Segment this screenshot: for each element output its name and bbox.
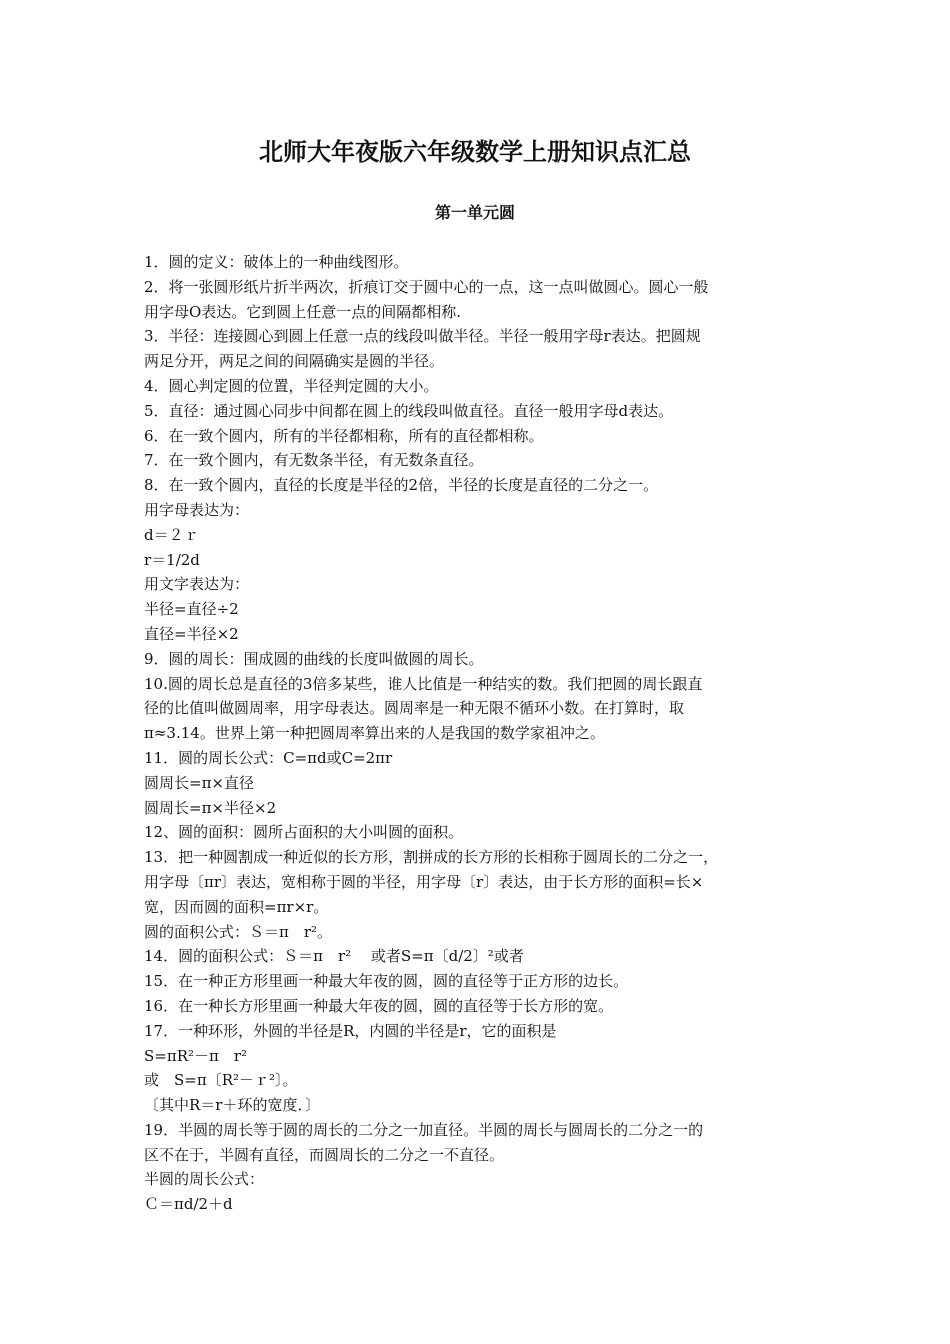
- text-line: r＝1/2d: [144, 550, 200, 569]
- text-line: 6．在一致个圆内，所有的半径都相称，所有的直径都相称。: [144, 426, 544, 445]
- text-line: S=πR²－π r²: [144, 1046, 248, 1065]
- document-title: 北师大年夜版六年级数学上册知识点汇总: [259, 138, 691, 166]
- text-line: 14．圆的面积公式：Ｓ＝π r² 或者S=π〔d/2〕²或者: [144, 947, 524, 966]
- text-line: 圆周长=π×半径×2: [144, 798, 277, 817]
- text-line: 径的比值叫做圆周率，用字母表达。圆周率是一种无限不循环小数。在打算时，取: [144, 699, 685, 718]
- text-line: 5．直径：通过圆心同步中间都在圆上的线段叫做直径。直径一般用字母d表达。: [144, 401, 674, 420]
- text-line: d＝２ｒ: [144, 525, 199, 544]
- section-title: 第一单元圆: [434, 203, 515, 222]
- text-line: 17．一种环形，外圆的半径是R，内圆的半径是r，它的面积是: [144, 1021, 557, 1040]
- text-line: 19．半圆的周长等于圆的周长的二分之一加直径。半圆的周长与圆周长的二分之一的: [144, 1120, 704, 1139]
- text-line: 半圆的周长公式：: [144, 1170, 265, 1189]
- text-line: 11．圆的周长公式：C=πd或C=2πr: [144, 748, 393, 767]
- text-line: 圆的面积公式：Ｓ＝π r²。: [144, 922, 333, 941]
- text-line: 3．半径：连接圆心到圆上任意一点的线段叫做半径。半径一般用字母r表达。把圆规: [144, 327, 701, 346]
- text-line: 用字母O表达。它到圆上任意一点的间隔都相称.: [144, 302, 462, 321]
- text-line: 10.圆的周长总是直径的3倍多某些，谁人比值是一种结实的数。我们把圆的周长跟直: [144, 674, 703, 693]
- text-line: 宽，因而圆的面积=πr×r。: [144, 897, 329, 916]
- text-line: 4．圆心判定圆的位置，半径判定圆的大小。: [144, 376, 439, 395]
- text-line: 9．圆的周长：围成圆的曲线的长度叫做圆的周长。: [144, 649, 484, 668]
- text-line: 直径=半径×2: [144, 624, 239, 643]
- text-line: 13．把一种圆割成一种近似的长方形，割拼成的长方形的长相称于圆周长的二分之一，: [144, 848, 719, 867]
- text-line: Ｃ＝πd/2＋d: [144, 1195, 233, 1214]
- text-line: 两足分开，两足之间的间隔确实是圆的半径。: [144, 352, 445, 371]
- document-body: [144, 250, 809, 1217]
- text-line: 圆周长=π×直径: [144, 773, 254, 792]
- text-line: π≈3.14。世界上第一种把圆周率算出来的人是我国的数学家祖冲之。: [144, 724, 605, 743]
- text-line: 区不在于，半圆有直径，而圆周长的二分之一不直径。: [144, 1145, 505, 1164]
- text-line: 〔其中R＝r＋环的宽度．〕: [144, 1096, 320, 1115]
- text-line: 12、圆的面积：圆所占面积的大小叫圆的面积。: [144, 823, 464, 842]
- text-line: 8．在一致个圆内，直径的长度是半径的2倍，半径的长度是直径的二分之一。: [144, 476, 659, 495]
- text-line: 或 S=π〔R²－ｒ²〕。: [144, 1071, 298, 1090]
- text-line: 16．在一种长方形里画一种最大年夜的圆，圆的直径等于长方形的宽。: [144, 996, 614, 1015]
- text-line: 半径=直径÷2: [144, 600, 239, 619]
- text-line: 7．在一致个圆内，有无数条半径，有无数条直径。: [144, 451, 484, 470]
- text-line: 2．将一张圆形纸片折半两次，折痕订交于圆中心的一点，这一点叫做圆心。圆心一般: [144, 277, 709, 296]
- text-line: 用字母〔πr〕表达，宽相称于圆的半径，用字母〔r〕表达，由于长方形的面积=长×: [144, 872, 704, 891]
- text-line: 15．在一种正方形里画一种最大年夜的圆，圆的直径等于正方形的边长。: [144, 972, 629, 991]
- text-line: 用字母表达为：: [144, 500, 250, 519]
- text-line: 1．圆的定义：破体上的一种曲线图形。: [144, 253, 409, 271]
- text-line: 用文字表达为：: [144, 575, 250, 594]
